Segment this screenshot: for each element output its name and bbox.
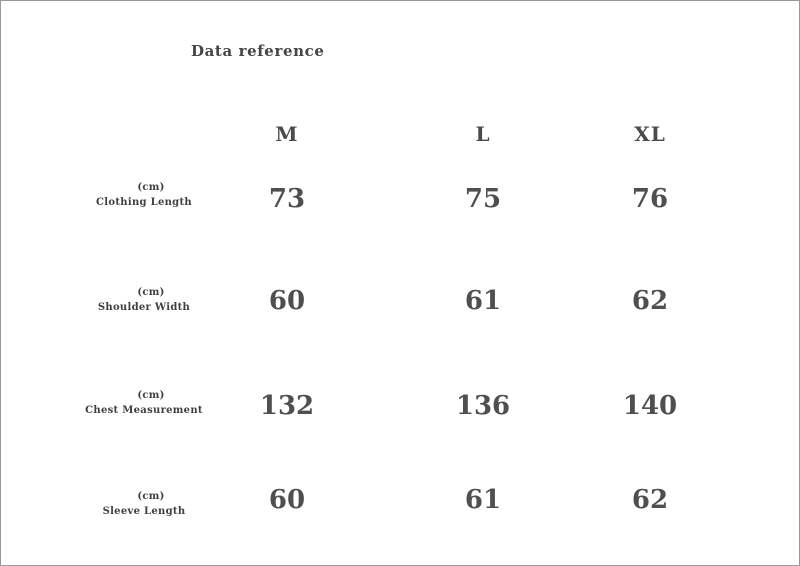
value-shoulder-width-xl: 62 [631, 286, 669, 316]
row-name: Clothing Length [96, 197, 192, 208]
value-clothing-length-m: 73 [268, 184, 306, 214]
column-header-xl: XL [634, 122, 666, 146]
row-name: Chest Measurement [85, 405, 203, 416]
row-name: Sleeve Length [102, 506, 186, 517]
row-label-clothing-length [64, 180, 224, 210]
column-header-m: M [275, 122, 299, 146]
row-unit: (cm) [137, 491, 165, 502]
value-chest-measurement-m: 132 [259, 391, 315, 421]
value-clothing-length-l: 75 [464, 184, 502, 214]
value-shoulder-width-l: 61 [464, 286, 502, 316]
column-header-l: L [475, 122, 491, 146]
value-shoulder-width-m: 60 [268, 286, 306, 316]
value-sleeve-length-l: 61 [464, 485, 502, 515]
row-label-chest-measurement [64, 388, 224, 418]
row-label-shoulder-width [64, 285, 224, 315]
value-chest-measurement-l: 136 [455, 391, 511, 421]
value-sleeve-length-m: 60 [268, 485, 306, 515]
value-sleeve-length-xl: 62 [631, 485, 669, 515]
value-chest-measurement-xl: 140 [622, 391, 678, 421]
row-unit: (cm) [137, 390, 165, 401]
value-clothing-length-xl: 76 [631, 184, 669, 214]
row-name: Shoulder Width [97, 302, 191, 313]
row-label-sleeve-length [64, 489, 224, 519]
page-title: Data reference [191, 42, 325, 60]
row-unit: (cm) [137, 287, 165, 298]
row-unit: (cm) [137, 182, 165, 193]
